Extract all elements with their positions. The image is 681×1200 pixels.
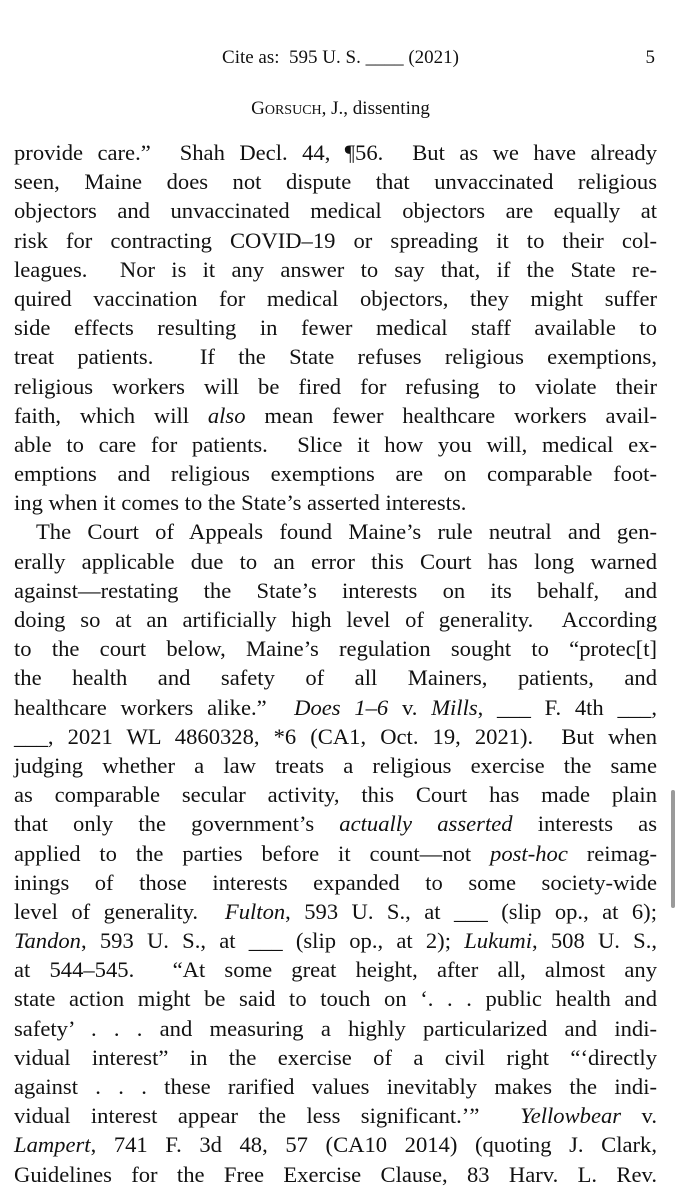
- text-line: [14, 751, 657, 780]
- text-line: [14, 868, 657, 897]
- text-segment: , 593 U. S., at ___ (slip op., at 2);: [80, 928, 465, 954]
- text-segment: , 741 F. 3d 48, 57 (CA10 2014) (quoting J. Clark,: [90, 1132, 657, 1158]
- text-line: [14, 138, 657, 167]
- text-line: [14, 430, 657, 459]
- text-line: [14, 342, 657, 371]
- italic-text: Tandon: [14, 928, 81, 954]
- text-segment: applied to the parties before it count—not: [14, 840, 491, 866]
- text-segment: risk for contracting COVID–19 or spreading it to their col-: [14, 227, 657, 253]
- text-segment: v.: [388, 694, 432, 720]
- text-line: [14, 488, 657, 517]
- text-segment: judging whether a law treats a religious exercise the same: [14, 752, 657, 778]
- text-segment: erally applicable due to an error this Court has long warned: [14, 548, 657, 574]
- text-line: [14, 196, 657, 225]
- text-line: [14, 663, 657, 692]
- text-line: [14, 372, 657, 401]
- text-segment: against . . . these rarified values inevitably makes the indi-: [14, 1074, 657, 1099]
- text-segment: v.: [621, 1103, 657, 1129]
- text-line: [14, 1072, 657, 1101]
- text-segment: state action might be said to touch on ‘. . . public health and: [14, 986, 657, 1012]
- text-segment: reimag-: [567, 840, 658, 866]
- text-line: [14, 547, 657, 576]
- italic-text: Fulton: [224, 898, 286, 924]
- italic-text: Lukumi: [464, 928, 532, 954]
- text-line: [14, 255, 657, 284]
- text-line: [14, 809, 657, 838]
- text-segment: The Court of Appeals found Maine’s rule neutral and gen-: [36, 519, 657, 545]
- text-line: [14, 780, 657, 809]
- text-segment: ___, 2021 WL 4860328, *6 (CA1, Oct. 19, 2021). But when: [14, 723, 657, 749]
- text-line: [14, 634, 657, 663]
- italic-text: also: [207, 402, 246, 428]
- author-name-smallcaps: ORSUCH: [264, 103, 322, 118]
- scrollbar-thumb[interactable]: [671, 790, 675, 908]
- text-segment: seen, Maine does not dispute that unvaccinated religious: [14, 169, 657, 195]
- italic-text: Mills: [431, 694, 478, 720]
- author-initial: G: [251, 98, 265, 119]
- text-segment: religious workers will be fired for refusing to violate their: [14, 373, 657, 399]
- italic-text: Yellowbear: [520, 1103, 622, 1129]
- text-line: [14, 722, 657, 751]
- text-segment: at 544–545. “At some great height, after all, almost any: [14, 957, 657, 983]
- text-line: [14, 1043, 657, 1072]
- text-line: [14, 517, 657, 546]
- text-segment: as comparable secular activity, this Court has made plain: [14, 782, 657, 808]
- text-segment: leagues. Nor is it any answer to say that, if the State re-: [14, 256, 657, 282]
- text-line: [14, 1101, 657, 1130]
- running-header: [0, 45, 681, 71]
- text-line: [14, 984, 657, 1013]
- text-line: [14, 955, 657, 984]
- text-segment: Guidelines for the Free Exercise Clause, 83 Harv. L. Rev.: [14, 1161, 657, 1187]
- text-line: [14, 226, 657, 255]
- page-number: 5: [645, 47, 655, 68]
- text-segment: , 593 U. S., at ___ (slip op., at 6);: [285, 898, 657, 924]
- author-suffix: , J., dissenting: [321, 98, 430, 119]
- text-line: [14, 313, 657, 342]
- text-segment: healthcare workers alike.”: [14, 694, 295, 720]
- text-segment: safety’ . . . and measuring a highly particularized and indi-: [14, 1015, 657, 1041]
- text-line: [14, 284, 657, 313]
- text-segment: that only the government’s: [14, 811, 340, 837]
- text-line: [14, 693, 657, 722]
- text-line: [14, 605, 657, 634]
- text-segment: , 508 U. S.,: [531, 928, 658, 954]
- opinion-body-text: [14, 138, 657, 1189]
- text-line: [14, 926, 657, 955]
- text-line: [14, 459, 657, 488]
- text-line: [14, 401, 657, 430]
- text-segment: vidual interest appear the less significant.’”: [14, 1103, 521, 1129]
- citation-header: Cite as: 595 U. S. ____ (2021): [222, 47, 459, 68]
- text-segment: level of generality.: [14, 898, 225, 924]
- text-segment: faith, which will: [14, 402, 208, 428]
- text-line: [14, 1130, 657, 1159]
- text-segment: the health and safety of all Mainers, patients, and: [14, 665, 657, 691]
- text-segment: vidual interest” in the exercise of a civil right “‘directly: [14, 1044, 657, 1070]
- text-segment: objectors and unvaccinated medical objectors are equally at: [14, 198, 657, 224]
- text-segment: inings of those interests expanded to some society-wide: [14, 869, 657, 895]
- opinion-author-heading: [0, 96, 681, 124]
- text-segment: able to care for patients. Slice it how you will, medical ex-: [14, 431, 657, 457]
- text-segment: interests as: [512, 811, 657, 837]
- text-segment: quired vaccination for medical objectors, they might suffer: [14, 285, 657, 311]
- text-segment: against—restating the State’s interests on its behalf, and: [14, 577, 657, 603]
- italic-text: actually asserted: [339, 811, 513, 837]
- text-segment: treat patients. If the State refuses religious exemptions,: [14, 344, 657, 370]
- text-segment: ing when it comes to the State’s asserted interests.: [14, 490, 467, 516]
- text-segment: emptions and religious exemptions are on comparable foot-: [14, 461, 657, 487]
- italic-text: Lampert: [14, 1132, 91, 1158]
- text-line: [14, 897, 657, 926]
- text-line: [14, 167, 657, 196]
- text-line: [14, 839, 657, 868]
- text-segment: , ___ F. 4th ___,: [477, 694, 657, 720]
- italic-text: Does 1–6: [294, 694, 389, 720]
- text-line: [14, 1014, 657, 1043]
- text-segment: side effects resulting in fewer medical staff available to: [14, 315, 657, 341]
- text-segment: mean fewer healthcare workers avail-: [245, 402, 657, 428]
- text-segment: to the court below, Maine’s regulation sought to “protec[t]: [14, 636, 657, 662]
- italic-text: post-hoc: [490, 840, 568, 866]
- text-segment: doing so at an artificially high level of generality. According: [14, 607, 657, 632]
- text-line: [14, 576, 657, 605]
- text-line: [14, 1160, 657, 1189]
- text-segment: provide care.” Shah Decl. 44, ¶56. But as we have already: [14, 140, 657, 165]
